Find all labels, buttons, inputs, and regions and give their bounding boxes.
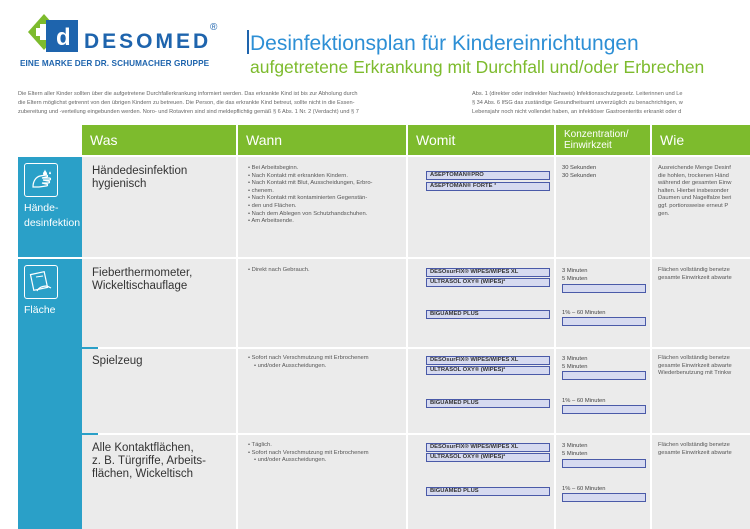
hand-was-line: Händedesinfektion	[92, 165, 188, 177]
wie-line: Wiederbenutzung mit Trinkw	[658, 370, 732, 377]
kontakt-womit-cell	[408, 435, 554, 529]
concentration-value: 1% – 60 Minuten	[562, 486, 606, 492]
wann-item: • Sofort nach Verschmutzung mit Erbrochenem	[248, 355, 369, 363]
category-flaeche-label: Fläche	[24, 304, 56, 316]
product-name: BIGUAMED PLUS	[430, 400, 479, 406]
intro-line: Abs. 1 (direkter oder indirekter Nachweis) Infektionsschutzgesetz. Leiterinnen und Le	[472, 91, 683, 97]
category-hand-line1: Hände-	[24, 202, 59, 214]
header-wie: Wie	[652, 125, 750, 155]
product-name: BIGUAMED PLUS	[430, 311, 479, 317]
concentration-value: 1% – 60 Minuten	[562, 310, 606, 316]
header-konz-line1: Konzentration/	[564, 129, 629, 140]
wann-item: • und/oder Ausscheidungen.	[248, 457, 369, 465]
kontakt-wann-list	[248, 442, 369, 465]
wann-item: • Am Arbeitsende.	[248, 218, 372, 226]
wie-line: gen.	[658, 210, 670, 217]
concentration-value: 3 Minuten	[562, 443, 588, 449]
concentration-value: 5 Minuten	[562, 276, 588, 282]
fieber-wie-cell	[652, 259, 750, 347]
wie-line: Flächen vollständig benetze	[658, 355, 730, 361]
product-name: ULTRASOL OXY® (WIPES)²	[430, 279, 506, 285]
kontakt-wie-cell	[652, 435, 750, 529]
concentration-value: 3 Minuten	[562, 356, 588, 362]
wann-item: • Direkt nach Gebrauch.	[248, 267, 310, 275]
spielzeug-was-text: Spielzeug	[92, 355, 143, 367]
fieber-wann-list	[248, 267, 310, 275]
spielzeug-wann-cell	[238, 349, 406, 433]
wie-line: Flächen vollständig benetze	[658, 442, 730, 448]
brand-tagline: EINE MARKE DER DR. SCHUMACHER GRUPPE	[20, 59, 210, 68]
wie-line: Ausreichende Menge Desinf	[658, 165, 731, 171]
header-womit: Womit	[408, 125, 554, 155]
intro-line: § 34 Abs. 6 IfSG das zuständige Gesundheitsamt unverzüglich zu benachrichtigen, w	[472, 99, 683, 106]
wann-item: • Täglich.	[248, 442, 369, 450]
product-name: DESOsurFIX® WIPES/WIPES XL	[430, 444, 519, 450]
header-konz-line2: Einwirkzeit	[564, 140, 612, 151]
concentration-field[interactable]	[562, 459, 646, 468]
wann-item: • Nach Kontakt mit Blut, Ausscheidungen, Erbro-	[248, 180, 372, 188]
concentration-value: 30 Sekunden	[562, 173, 597, 179]
wann-item: • Nach Kontakt mit erkrankten Kindern.	[248, 173, 372, 181]
fieber-was-cell	[82, 259, 236, 347]
product-name: DESOsurFIX® WIPES/WIPES XL	[430, 357, 519, 363]
desomed-logo	[18, 12, 238, 72]
header-wann: Wann	[238, 125, 406, 155]
wie-line: gesamte Einwirkzeit abwarte	[658, 449, 732, 456]
wann-item: • chenem.	[248, 188, 372, 196]
wie-line: Daumen und Nagelfalze beri	[658, 195, 732, 202]
kontakt-was-line: Alle Kontaktflächen,	[92, 442, 194, 454]
intro-line: zubereitung und -verteilung eingebunden werden. Noro- und Rotaviren sind sind meldepflichtig gemäß § 6 Abs. 1 Nr. 2 (Verdacht) und § 7	[18, 108, 359, 115]
wie-line: Flächen vollständig benetze	[658, 267, 730, 273]
svg-text:d: d	[56, 24, 71, 51]
wie-line: ggf. portionsweise erneut P	[658, 202, 729, 209]
concentration-field[interactable]	[562, 371, 646, 380]
product-name: DESOsurFIX® WIPES/WIPES XL	[430, 269, 519, 275]
kontakt-konz-cell	[556, 435, 650, 529]
hand-wann-cell	[238, 157, 406, 257]
spielzeug-wie-text	[658, 355, 732, 378]
spielzeug-womit-cell	[408, 349, 554, 433]
product-name: ULTRASOL OXY® (WIPES)²	[430, 454, 506, 460]
product-name: ULTRASOL OXY® (WIPES)²	[430, 367, 506, 373]
kontakt-was-line: flächen, Wickeltisch	[92, 468, 193, 480]
wie-line: gesamte Einwirkzeit abwarte	[658, 362, 732, 369]
header-konzentration	[556, 125, 650, 155]
fieber-wann-cell	[238, 259, 406, 347]
spielzeug-wie-cell	[652, 349, 750, 433]
kontakt-wann-cell	[238, 435, 406, 529]
hand-was-cell	[82, 157, 236, 257]
wann-item: • Sofort nach Verschmutzung mit Erbrochenem	[248, 450, 369, 458]
hand-wann-list	[248, 165, 372, 226]
fieber-wie-text	[658, 267, 732, 282]
brand-registered-mark: ®	[210, 22, 218, 33]
wipe-surface-icon	[24, 265, 58, 299]
fieber-was-text	[92, 267, 192, 293]
concentration-field[interactable]	[562, 317, 646, 326]
fieber-konz-cell	[556, 259, 650, 347]
fieber-was-line: Wickeltischauflage	[92, 280, 188, 292]
concentration-field[interactable]	[562, 284, 646, 293]
wann-item: • Nach dem Ablegen von Schutzhandschuhen.	[248, 211, 372, 219]
page-title: Desinfektionsplan für Kindereinrichtungen	[250, 32, 639, 55]
concentration-value: 1% – 60 Minuten	[562, 398, 606, 404]
intro-text-left	[18, 90, 463, 116]
wie-line: gesamte Einwirkzeit abwarte	[658, 274, 732, 281]
kontakt-wie-text	[658, 442, 732, 457]
hand-wie-cell	[652, 157, 750, 257]
intro-text-right	[472, 90, 750, 116]
spielzeug-wann-list	[248, 355, 369, 370]
intro-line: Die Eltern aller Kinder sollten über die aufgetretene Durchfallerkrankung informiert werden. Das erkrankte Kind ist bis zur Abholung durch	[18, 91, 358, 97]
spielzeug-was-cell	[82, 349, 236, 433]
intro-line: Lebensjahr noch nicht vollendet haben, an infektiöser Gastroenteritis erkrankt oder d	[472, 108, 682, 115]
hand-was-text	[92, 165, 187, 191]
wie-line: halten. Hierbei insbesonder	[658, 187, 729, 194]
kontakt-was-line: z. B. Türgriffe, Arbeits-	[92, 455, 206, 467]
spielzeug-konz-cell	[556, 349, 650, 433]
concentration-value: 5 Minuten	[562, 451, 588, 457]
concentration-field[interactable]	[562, 405, 646, 414]
intro-line: die Eltern möglichst getrennt von den übrigen Kindern zu betreuen. Die Person, die das erkrankte Kind betreut, sollte nicht in die Essen-	[18, 99, 355, 106]
wie-line: die hohlen, trockenen Händ	[658, 172, 729, 179]
wann-item: • Bei Arbeitsbeginn.	[248, 165, 372, 173]
page-subtitle: aufgetretene Erkrankung mit Durchfall und/oder Erbrechen	[250, 57, 705, 77]
fieber-was-line: Fieberthermometer,	[92, 267, 193, 279]
wie-line: während der gesamten Einw	[658, 180, 732, 187]
kontakt-was-text	[92, 442, 206, 481]
fieber-womit-cell	[408, 259, 554, 347]
wann-item: • den und Flächen.	[248, 203, 372, 211]
wann-item: • Nach Kontakt mit kontaminierten Gegenstän-	[248, 195, 372, 203]
hand-konz-cell	[556, 157, 650, 257]
title-accent-bar	[247, 30, 249, 54]
header-was: Was	[82, 125, 236, 155]
hand-womit-cell	[408, 157, 554, 257]
product-name: ASEPTOMAN® FORTE ³	[430, 183, 496, 189]
hand-wie-text	[658, 165, 731, 218]
wann-item: • und/oder Ausscheidungen.	[248, 363, 369, 371]
category-hand-line2: desinfektion	[24, 217, 81, 229]
brand-name: DESOMED	[84, 30, 212, 53]
hand-was-line: hygienisch	[92, 178, 147, 190]
desomed-logo-d-block	[46, 20, 78, 52]
concentration-value: 30 Sekunden	[562, 165, 597, 171]
concentration-value: 5 Minuten	[562, 364, 588, 370]
concentration-value: 3 Minuten	[562, 268, 588, 274]
hand-wash-icon	[24, 163, 58, 197]
product-name: BIGUAMED PLUS	[430, 488, 479, 494]
category-hand-label	[24, 201, 80, 231]
kontakt-was-cell	[82, 435, 236, 529]
concentration-field[interactable]	[562, 493, 646, 502]
product-name: ASEPTOMAN®PRO	[430, 172, 484, 178]
